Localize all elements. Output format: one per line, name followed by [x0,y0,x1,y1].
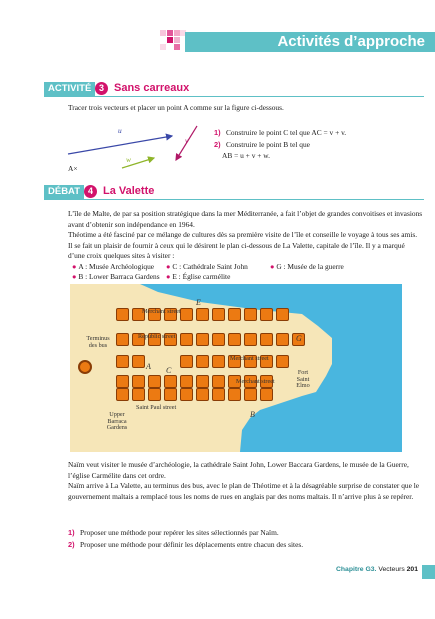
city-block [196,333,209,346]
point-e: E [196,298,201,307]
point-a-label: A× [68,164,78,173]
label-merchant-top: Merchant street [142,308,181,315]
site-a: ● A : Musée Archéologique [72,262,155,271]
city-block [164,388,177,401]
label-fort: Fort Saint Elmo [296,369,310,390]
debat-q2: Proposer une méthode pour définir les déplacements entre chacun des sites. [80,540,304,549]
activite-instruction: Tracer trois vecteurs et placer un point A comme sur la figure ci-dessous. [68,103,284,112]
city-block [116,375,129,388]
city-block [228,388,241,401]
footer-subject: Vecteurs [378,566,405,573]
activite-q1-num: 1) [214,128,221,137]
label-terminus: Terminus des bus [86,335,110,349]
city-block [132,388,145,401]
city-block [148,388,161,401]
page-number: 201 [406,566,418,573]
city-block [260,308,273,321]
debat-para3: Naïm veut visiter le musée d’archéologie, la cathédrale Saint John, Lower Baccara Gardens, le musée de la Guerre, l’église Carmélite dans cet ordre. [68,460,409,480]
city-block [244,333,257,346]
label-upper: Upper Barraca Gardens [106,411,128,432]
activite-q2-formula: AB = u + v + w. [222,151,270,160]
city-block [212,355,225,368]
activite-q2-text: Construire le point B tel que [226,140,310,149]
city-block [132,355,145,368]
city-block [260,333,273,346]
label-merchant-mid: Merchant street [236,378,275,385]
debat-q1-num: 1) [68,528,75,537]
activite-q1-text: Construire le point C tel que AC = v + v. [226,128,347,137]
site-a-text: A : Musée Archéologique [78,262,155,271]
label-saint-paul: Saint Paul street [136,404,177,411]
valletta-map [70,284,402,452]
city-block [276,333,289,346]
site-c-text: C : Cathédrale Saint John [172,262,248,271]
debat-para4: Naïm arrive à La Valette, au terminus des bus, avec le plan de Théotime et à la désagréable surprise de constater que le gouvernement maltais a remplacé tous les noms de rues en anglais par des noms maltais. Il n’arrive plus à se repérer. [68,481,420,501]
point-c: C [166,366,172,375]
city-block [228,333,241,346]
city-block [244,308,257,321]
city-block [180,308,193,321]
debat-label: DÉBAT [44,185,84,199]
vector-w-label: w [126,155,131,164]
city-block [212,388,225,401]
city-block [228,308,241,321]
city-block [244,388,257,401]
footer [300,566,418,573]
activite-q2-num: 2) [214,140,221,149]
city-block [196,308,209,321]
city-block [116,355,129,368]
footer-chapter: Chapitre G3. [336,566,377,573]
header-squares [160,30,186,54]
bus-terminus-icon [78,360,92,374]
label-merchant-right: Merchant street [230,355,269,362]
footer-tab [422,565,435,579]
city-block [116,308,129,321]
vector-v-label: v [185,136,189,145]
city-block [132,375,145,388]
city-block [212,308,225,321]
debat-rule [44,199,424,200]
vector-u-label: u [118,126,122,135]
city-block [116,388,129,401]
city-block [180,375,193,388]
site-b-text: B : Lower Barraca Gardens [78,272,160,281]
page-title: Activités d’approche [277,33,425,50]
city-block [116,333,129,346]
debat-q2-num: 2) [68,540,75,549]
activite-label: ACTIVITÉ [44,82,95,96]
city-block [260,388,273,401]
site-c: ● C : Cathédrale Saint John [166,262,248,271]
city-block [276,355,289,368]
site-g: ● G : Musée de la guerre [270,262,344,271]
debat-para2: Théotime a été fasciné par ce mélange de cultures dès sa première visite de l’île et conseille le voyage à tous ses amis. Il se fait un plaisir de fournir à ceux qui le désirent le plan ci-dessous de La Valette, capitale de l’île. Il y a marqué d’une croix quelques sites à visiter : [68,230,418,260]
site-b: ● B : Lower Barraca Gardens [72,272,160,281]
point-g: G [296,334,302,343]
debat-number: 4 [84,185,97,198]
city-block [180,333,193,346]
label-republic: Republic street [138,333,176,340]
debat-para1: L’île de Malte, de par sa position stratégique dans la mer Méditerranée, a fait l’objet de grandes convoitises et invasions avant d’obtenir son indépendance en 1964. [68,209,423,229]
city-block [180,388,193,401]
vectors-figure [60,118,210,176]
site-e: ● E : Église carmélite [166,272,231,281]
point-b: B [250,410,255,419]
city-block [212,333,225,346]
city-block [196,388,209,401]
site-g-text: G : Musée de la guerre [276,262,344,271]
city-block [212,375,225,388]
city-block [276,308,289,321]
city-block [148,375,161,388]
activite-rule [44,96,424,97]
city-block [180,355,193,368]
activite-title: Sans carreaux [114,82,190,94]
site-e-text: E : Église carmélite [172,272,231,281]
debat-title: La Valette [103,185,155,197]
point-a: A [146,362,151,371]
debat-q1: Proposer une méthode pour repérer les sites sélectionnés par Naïm. [80,528,279,537]
activite-number: 3 [95,82,108,95]
city-block [164,375,177,388]
city-block [196,355,209,368]
city-block [196,375,209,388]
